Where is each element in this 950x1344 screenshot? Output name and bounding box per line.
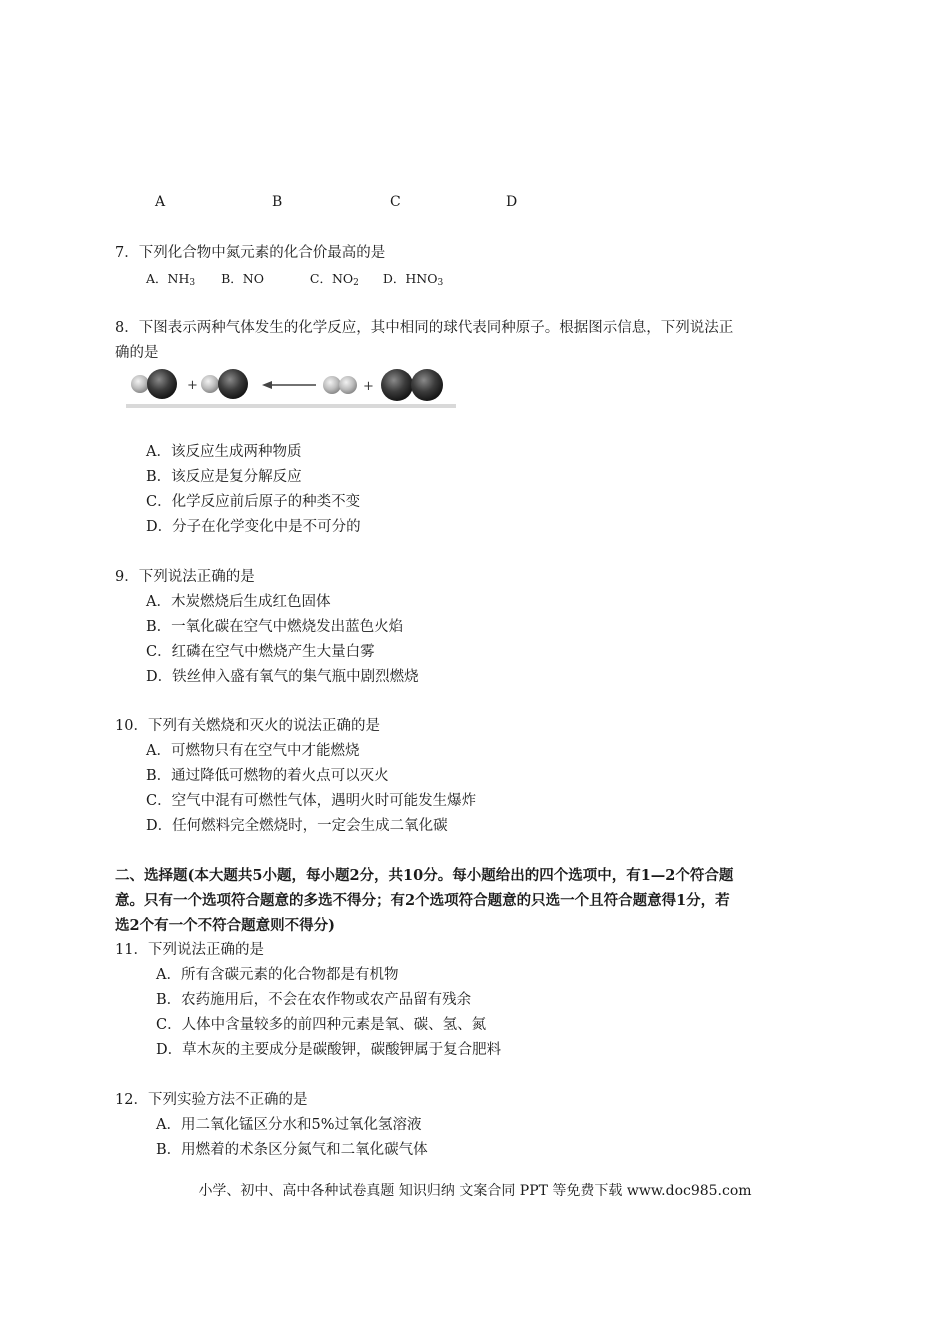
question-9-stem: 9．下列说法正确的是 <box>115 569 255 585</box>
page-footer: 小学、初中、高中各种试卷真题 知识归纳 文案合同 PPT 等免费下载 www.doc985.com <box>198 1183 752 1199</box>
plus-sign-2: + <box>363 379 374 394</box>
reactant-molecule-1 <box>323 376 357 394</box>
q9-option-c: C．红磷在空气中燃烧产生大量白雾 <box>146 644 375 660</box>
q9-option-b: B．一氧化碳在空气中燃烧发出蓝色火焰 <box>146 619 404 635</box>
diagram-shadow <box>126 404 456 408</box>
q11-option-b: B．农药施用后，不会在农作物或农产品留有残余 <box>156 992 472 1008</box>
q8-option-d: D．分子在化学变化中是不可分的 <box>146 519 361 535</box>
q11-option-a: A．所有含碳元素的化合物都是有机物 <box>156 967 399 983</box>
q10-option-d: D．任何燃料完全燃烧时，一定会生成二氧化碳 <box>146 818 448 834</box>
reaction-diagram <box>126 366 456 412</box>
q8-option-c: C．化学反应前后原子的种类不变 <box>146 494 361 510</box>
section-2-heading-line3: 选2个有一个不符合题意则不得分) <box>115 917 335 934</box>
q9-option-d: D．铁丝伸入盛有氧气的集气瓶中剧烈燃烧 <box>146 669 419 685</box>
q10-option-b: B．通过降低可燃物的着火点可以灭火 <box>146 768 389 784</box>
question-12-stem: 12．下列实验方法不正确的是 <box>115 1092 308 1108</box>
q9-option-a: A．木炭燃烧后生成红色固体 <box>146 594 331 610</box>
product-molecule-1 <box>131 369 177 399</box>
plus-sign-1: + <box>187 378 198 393</box>
section-2-heading-line2: 意。只有一个选项符合题意的多选不得分；有2个选项符合题意的只选一个且符合题意得1分，若 <box>115 892 730 909</box>
q10-option-c: C．空气中混有可燃性气体，遇明火时可能发生爆炸 <box>146 793 477 809</box>
reactant-molecule-2 <box>381 369 443 401</box>
q10-option-a: A．可燃物只有在空气中才能燃烧 <box>146 743 360 759</box>
image-label-c: C <box>390 194 401 210</box>
q7-option-c: C．$NO_2$ <box>309 271 359 288</box>
question-11-stem: 11．下列说法正确的是 <box>115 942 264 958</box>
q7-option-b: B．NO <box>221 271 264 286</box>
question-8-stem-line1: 8．下图表示两种气体发生的化学反应，其中相同的球代表同种原子。根据图示信息，下列说法正 <box>115 320 734 336</box>
question-8-stem-line2: 确的是 <box>115 345 159 361</box>
image-label-b: B <box>272 194 283 210</box>
image-label-a: A <box>155 194 166 210</box>
section-2-heading-line1: 二、选择题(本大题共5小题，每小题2分，共10分。每小题给出的四个选项中，有1—2个符合题 <box>115 867 734 884</box>
q7-option-a: A．$NH_3$ <box>146 271 196 288</box>
q11-option-c: C．人体中含量较多的前四种元素是氧、碳、氢、氮 <box>156 1017 487 1033</box>
q11-option-d: D．草木灰的主要成分是碳酸钾，碳酸钾属于复合肥料 <box>156 1042 502 1058</box>
product-molecule-2 <box>201 369 248 399</box>
question-10-stem: 10．下列有关燃烧和灭火的说法正确的是 <box>115 718 380 734</box>
q12-option-a: A．用二氧化锰区分水和5%过氧化氢溶液 <box>156 1117 422 1133</box>
question-7-stem: 7．下列化合物中氮元素的化合价最高的是 <box>115 245 386 261</box>
question-7-options <box>146 266 443 296</box>
q12-option-b: B．用燃着的术条区分氮气和二氧化碳气体 <box>156 1142 428 1158</box>
image-label-d: D <box>506 194 518 210</box>
q7-option-d: D．$HNO_3$ <box>382 271 444 288</box>
q8-option-b: B．该反应是复分解反应 <box>146 469 302 485</box>
reaction-arrow-icon <box>262 381 316 389</box>
q8-option-a: A．该反应生成两种物质 <box>146 444 302 460</box>
